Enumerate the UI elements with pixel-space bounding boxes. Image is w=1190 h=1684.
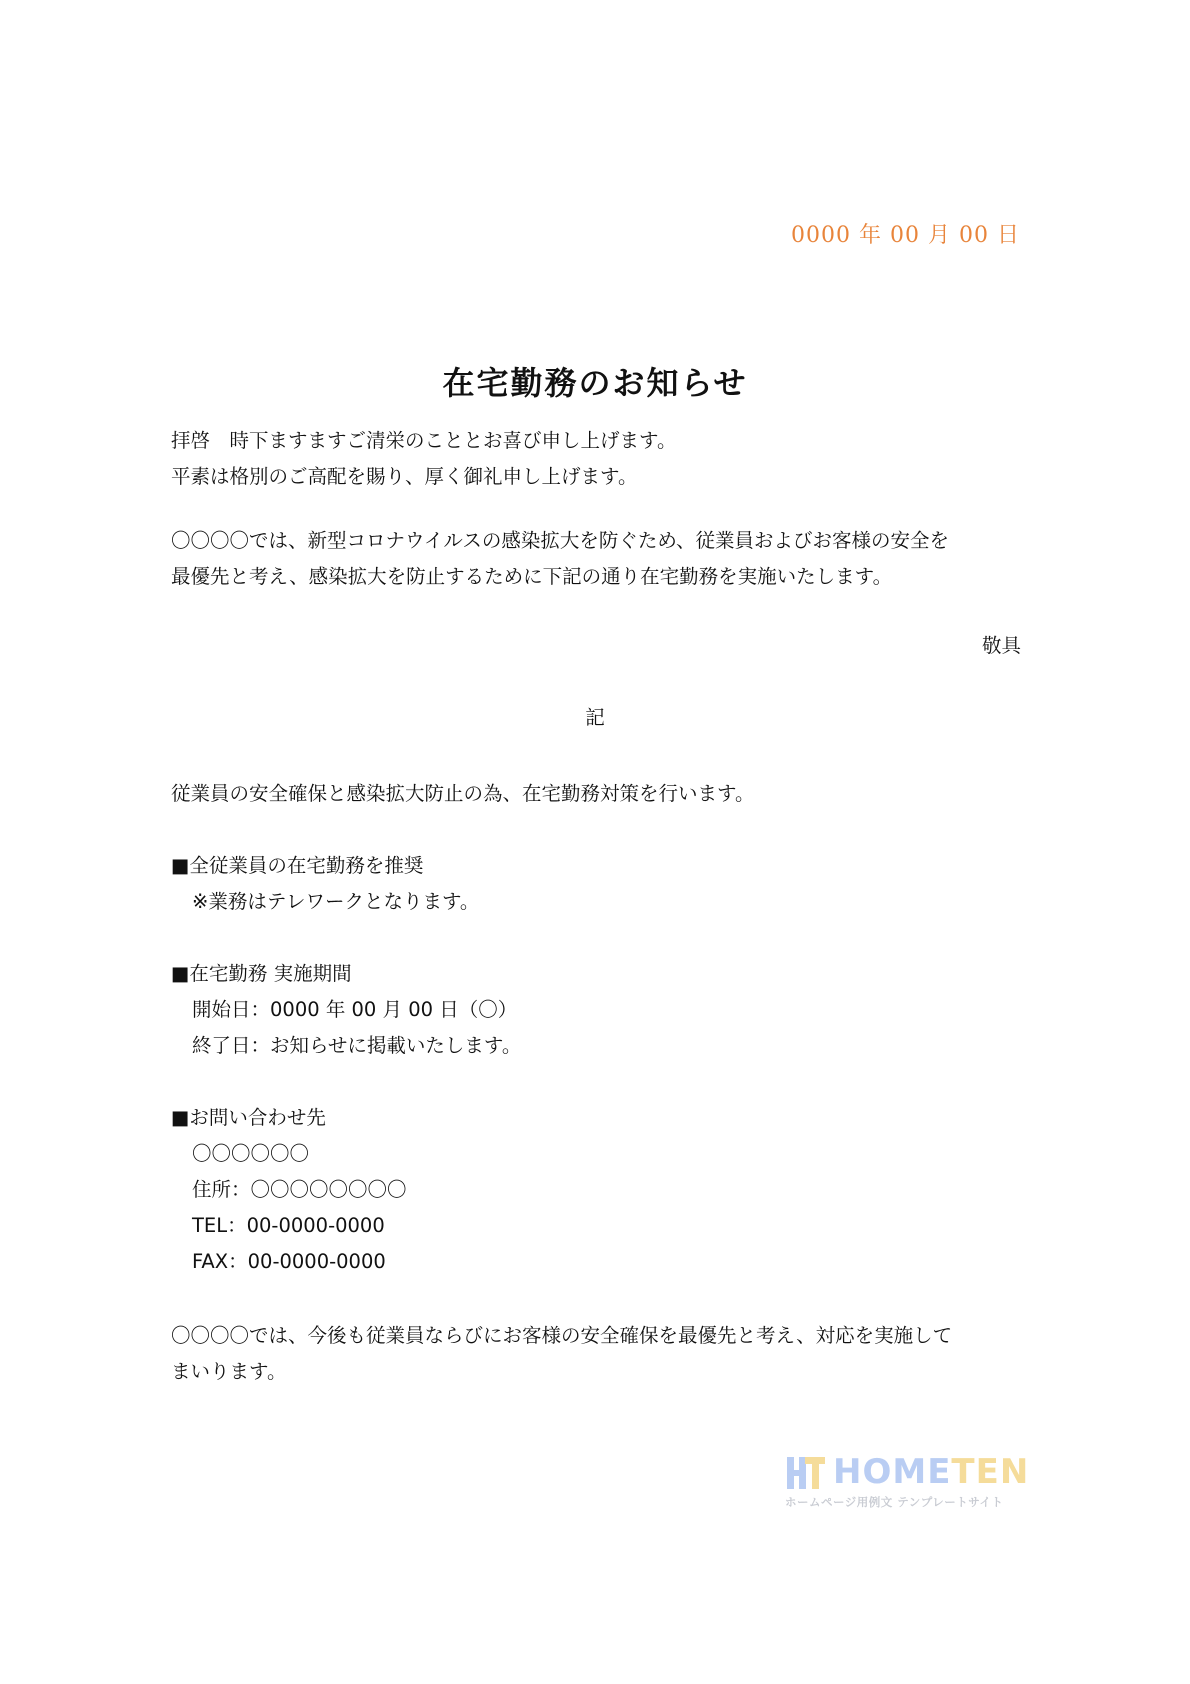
contact-address: 住所：〇〇〇〇〇〇〇〇 — [192, 1178, 407, 1201]
logo-ten: TEN — [951, 1452, 1030, 1492]
intro-line: 〇〇〇〇では、新型コロナウイルスの感染拡大を防ぐため、従業員およびお客様の安全を — [171, 529, 950, 552]
section-heading: ■在宅勤務 実施期間 — [171, 962, 352, 985]
section-heading: ■お問い合わせ先 — [171, 1106, 326, 1129]
greeting-line: 平素は格別のご高配を賜り、厚く御礼申し上げます。 — [171, 465, 638, 488]
section-note: ※業務はテレワークとなります。 — [192, 890, 480, 913]
start-date: 開始日：0000 年 00 月 00 日（〇） — [192, 998, 518, 1021]
section-heading: ■全従業員の在宅勤務を推奨 — [171, 854, 424, 877]
policy-text: 従業員の安全確保と感染拡大防止の為、在宅勤務対策を行います。 — [171, 782, 755, 805]
policy-line — [171, 776, 1021, 812]
final-line: まいります。 — [171, 1360, 287, 1383]
logo-wordmark — [833, 1452, 1029, 1492]
section-period — [171, 956, 1021, 1064]
greeting-block — [171, 423, 1021, 495]
logo-subtitle: ホームページ用例文 テンプレートサイト — [785, 1495, 1004, 1509]
intro-line: 最優先と考え、感染拡大を防止するために下記の通り在宅勤務を実施いたします。 — [171, 565, 893, 588]
contact-tel: TEL：00-0000-0000 — [192, 1214, 385, 1237]
document-date: 0000 年 00 月 00 日 — [791, 223, 1020, 248]
end-date: 終了日：お知らせに掲載いたします。 — [192, 1034, 522, 1057]
section-recommend — [171, 848, 1021, 920]
page-title: 在宅勤務のお知らせ — [442, 364, 748, 402]
contact-fax: FAX：00-0000-0000 — [192, 1250, 386, 1273]
intro-block — [171, 523, 1021, 595]
greeting-line: 拝啓 時下ますますご清栄のこととお喜び申し上げます。 — [171, 429, 677, 452]
final-block — [171, 1318, 1021, 1390]
hometen-mark-icon — [785, 1454, 827, 1492]
contact-name: 〇〇〇〇〇〇 — [192, 1142, 310, 1165]
closing-word: 敬具 — [981, 634, 1021, 657]
ki-heading: 記 — [585, 706, 605, 729]
hometen-logo — [785, 1452, 1030, 1512]
logo-home: HOME — [833, 1452, 952, 1492]
section-contact — [171, 1100, 1021, 1280]
final-line: 〇〇〇〇では、今後も従業員ならびにお客様の安全確保を最優先と考え、対応を実施して — [171, 1324, 953, 1347]
